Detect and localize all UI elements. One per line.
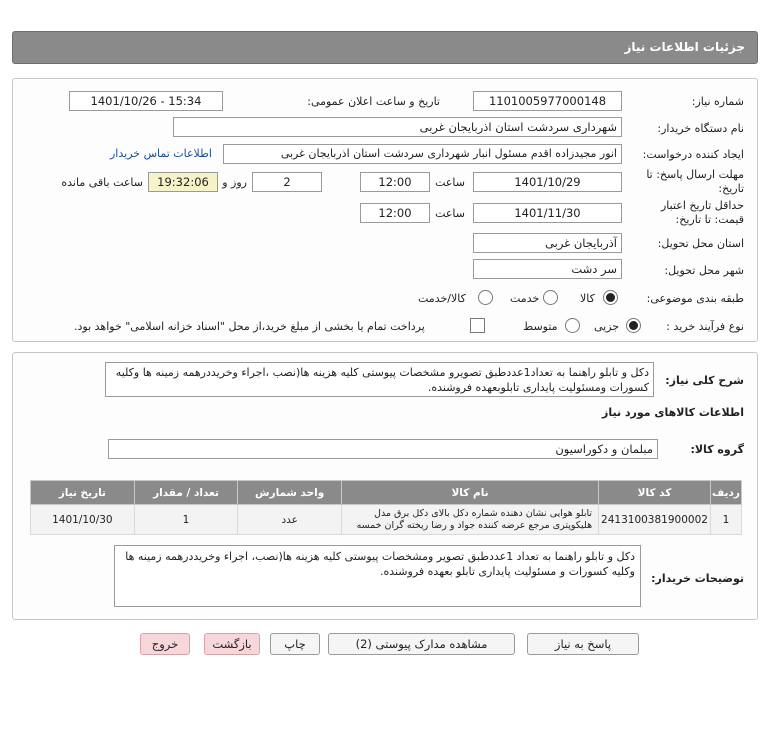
attachments-button[interactable]: مشاهده مدارک پیوستی (2) [328, 633, 515, 655]
print-button[interactable]: چاپ [270, 633, 320, 655]
process-label: نوع فرآیند خرید : [666, 320, 744, 333]
col-qty: تعداد / مقدار [134, 481, 238, 505]
exit-button[interactable]: خروج [140, 633, 190, 655]
goods-group-label: گروه کالا: [690, 443, 744, 456]
buyer-notes-label: توضیحات خریدار: [651, 572, 744, 585]
need-number-label: شماره نیاز: [691, 95, 744, 108]
category-goods-radio[interactable] [603, 290, 618, 305]
page-title: جزئیات اطلاعات نیاز [624, 40, 745, 54]
validity-time-field: 12:00 [360, 203, 430, 223]
process-minor-label: جزیی [594, 320, 620, 333]
table-header-row [31, 481, 742, 505]
col-name: نام کالا [342, 481, 599, 505]
treasury-payment-checkbox[interactable] [470, 318, 485, 333]
validity-label: حداقل تاریخ اعتبار قیمت: تا تاریخ: [660, 199, 744, 226]
category-label: طبقه بندی موضوعی: [646, 292, 744, 305]
province-field: آذربایجان غربی [473, 233, 622, 253]
remaining-time-field: 19:32:06 [148, 172, 218, 192]
category-service-radio[interactable] [543, 290, 558, 305]
col-code: کد کالا [599, 481, 711, 505]
buyer-org-label: نام دستگاه خریدار: [657, 122, 744, 135]
creator-field: انور مجیدزاده اقدم مسئول انبار شهرداری سردشت استان اذربایجان غربی [223, 144, 622, 164]
cell-qty: 1 [134, 505, 238, 535]
page-header [12, 31, 758, 64]
summary-label: شرح کلی نیاز: [665, 374, 744, 387]
deadline-label: مهلت ارسال پاسخ: تا تاریخ: [646, 168, 744, 195]
creator-label: ایجاد کننده درخواست: [642, 148, 744, 161]
buyer-notes-text: دکل و تابلو راهنما به تعداد 1عددطبق تصویر ومشخصات پیوستی کلیه هزینه ها(نصب، اجراء وخریددرهمه زمینه ها وکلیه کسورات و مسئولیت پایداری تابلو بعهده فروشنده. [114, 545, 641, 607]
cell-date: 1401/10/30 [31, 505, 135, 535]
treasury-payment-note: پرداخت تمام یا بخشی از مبلغ خرید،از محل "اسناد خزانه اسلامی" خواهد بود. [74, 320, 425, 333]
deadline-time-field: 12:00 [360, 172, 430, 192]
announce-label: تاریخ و ساعت اعلان عمومی: [307, 95, 440, 108]
days-label: روز و [222, 176, 247, 189]
category-goods-service-label: کالا/خدمت [418, 292, 466, 305]
city-field: سر دشت [473, 259, 622, 279]
back-button[interactable]: بازگشت [204, 633, 260, 655]
deadline-date-field: 1401/10/29 [473, 172, 622, 192]
process-medium-label: متوسط [523, 320, 558, 333]
goods-table [30, 480, 742, 535]
col-date: تاریخ نیاز [31, 481, 135, 505]
cell-code: 2413100381900002 [599, 505, 711, 535]
cell-unit: عدد [238, 505, 342, 535]
process-medium-radio[interactable] [565, 318, 580, 333]
reply-button[interactable]: پاسخ به نیاز [527, 633, 639, 655]
validity-date-field: 1401/11/30 [473, 203, 622, 223]
province-label: استان محل تحویل: [657, 237, 744, 250]
category-service-label: خدمت [510, 292, 540, 305]
col-unit: واحد شمارش [238, 481, 342, 505]
remaining-label: ساعت باقی مانده [61, 176, 143, 189]
cell-row: 1 [710, 505, 741, 535]
cell-name: تابلو هوایی نشان دهنده شماره دکل بالای دکل برق مدل هلیکوپتری مرجع عرضه کننده جواد و رضا ریخته گران خمسه [342, 505, 599, 535]
need-number-field: 1101005977000148 [473, 91, 622, 111]
days-field: 2 [252, 172, 322, 192]
goods-group-field: مبلمان و دکوراسیون [108, 439, 658, 459]
validity-time-label: ساعت [435, 207, 465, 220]
announce-field: 1401/10/26 - 15:34 [69, 91, 223, 111]
category-goods-label: کالا [580, 292, 595, 305]
goods-info-title: اطلاعات کالاهای مورد نیاز [602, 406, 744, 419]
table-row [31, 505, 742, 535]
city-label: شهر محل تحویل: [664, 264, 744, 277]
category-goods-service-radio[interactable] [478, 290, 493, 305]
buyer-contact-link[interactable]: اطلاعات تماس خریدار [110, 147, 212, 160]
deadline-time-label: ساعت [435, 176, 465, 189]
buyer-org-field: شهرداری سردشت استان اذربایجان غربی [173, 117, 622, 137]
process-minor-radio[interactable] [626, 318, 641, 333]
col-row: ردیف [710, 481, 741, 505]
summary-text: دکل و تابلو راهنما به تعداد1عددطبق تصویرو مشخصات پیوستی کلیه هزینه ها(نصب ،اجراء وخریددرهمه زمینه ها وکلیه کسورات ومسئولیت پایداری تابلوبعهده فروشنده. [105, 362, 654, 397]
